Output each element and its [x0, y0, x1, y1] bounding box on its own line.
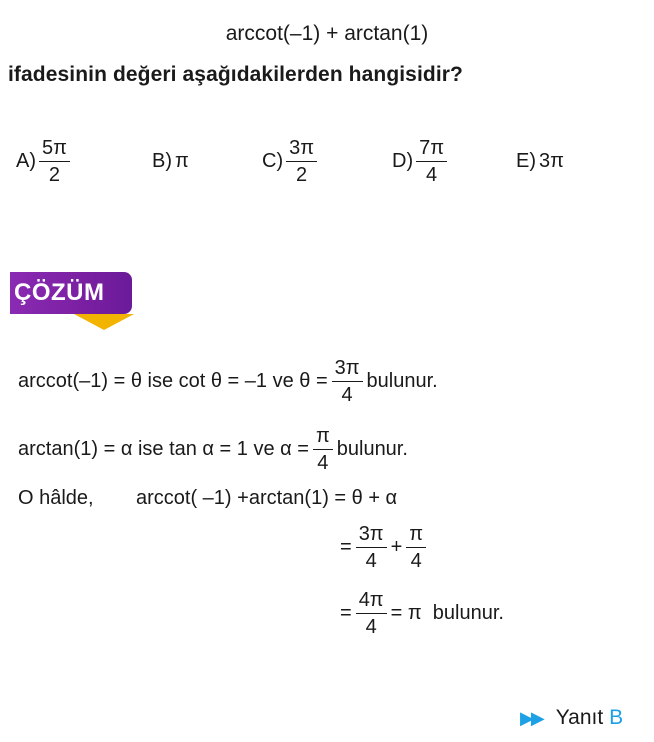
solution-badge-label: ÇÖZÜM [14, 279, 105, 306]
option-d-letter: D) [392, 150, 414, 172]
option-a-letter: A) [16, 150, 36, 172]
line-4-fraction-2 [406, 524, 426, 571]
answer [520, 706, 623, 730]
solution-line-5 [340, 590, 504, 637]
solution-line-3-expression [136, 487, 397, 510]
line-4-equals: = [340, 536, 352, 558]
line-4-numerator-1: 3π [356, 524, 387, 548]
option-e [516, 150, 564, 173]
line-1-end: bulunur. [366, 370, 438, 392]
line-4-denominator-1: 4 [365, 550, 377, 572]
option-d-fraction [416, 138, 447, 185]
line-1-text: arccot(–1) = θ ise cot θ = –1 ve θ = [18, 370, 328, 392]
question-prompt: ifadesinin değeri aşağıdakilerden hangisidir? [8, 63, 463, 86]
line-4-fraction-1 [356, 524, 387, 571]
solution-line-1 [18, 358, 438, 405]
option-c-letter: C) [262, 150, 284, 172]
line-1-numerator: 3π [332, 358, 363, 382]
line-5-denominator: 4 [365, 616, 377, 638]
option-e-value: 3π [539, 150, 564, 172]
option-d-denominator: 4 [426, 164, 438, 186]
line-4-denominator-2: 4 [410, 550, 422, 572]
solution-line-2 [18, 426, 408, 473]
option-d [392, 138, 447, 185]
option-e-letter: E) [516, 150, 536, 172]
line-2-end: bulunur. [336, 438, 408, 460]
line-5-equals: = [340, 602, 352, 624]
option-c-numerator: 3π [286, 138, 317, 162]
double-arrow-icon: ▶▶ [520, 707, 542, 728]
option-c-fraction [286, 138, 317, 185]
line-4-plus: + [390, 536, 403, 558]
option-a-fraction [39, 138, 70, 185]
solution-line-4 [340, 524, 430, 571]
line-1-denominator: 4 [341, 384, 353, 406]
option-b-value: π [175, 150, 189, 172]
line-2-denominator: 4 [317, 452, 329, 474]
line-2-text: arctan(1) = α ise tan α = 1 ve α = [18, 438, 309, 460]
option-d-numerator: 7π [416, 138, 447, 162]
option-b [152, 150, 189, 173]
line-5-numerator: 4π [356, 590, 387, 614]
line-5-fraction [356, 590, 387, 637]
line-3-lead: O hâlde, [18, 487, 94, 509]
answer-label: Yanıt [555, 706, 604, 729]
line-2-fraction [313, 426, 333, 473]
line-4-numerator-2: π [406, 524, 426, 548]
option-a [16, 138, 70, 185]
option-a-denominator: 2 [48, 164, 61, 186]
question-expression: arccot(–1) + arctan(1) [225, 22, 429, 45]
solution-line-3 [18, 487, 94, 510]
answer-letter: B [609, 706, 624, 729]
line-3-expression: arccot( –1) +arctan(1) = θ + α [136, 487, 398, 509]
option-a-numerator: 5π [39, 138, 70, 162]
option-b-letter: B) [152, 150, 172, 172]
line-1-fraction [332, 358, 363, 405]
option-c [262, 138, 317, 185]
line-5-end: = π bulunur. [390, 602, 504, 624]
option-c-denominator: 2 [296, 164, 308, 186]
line-2-numerator: π [313, 426, 333, 450]
badge-triangle-icon [74, 314, 134, 330]
